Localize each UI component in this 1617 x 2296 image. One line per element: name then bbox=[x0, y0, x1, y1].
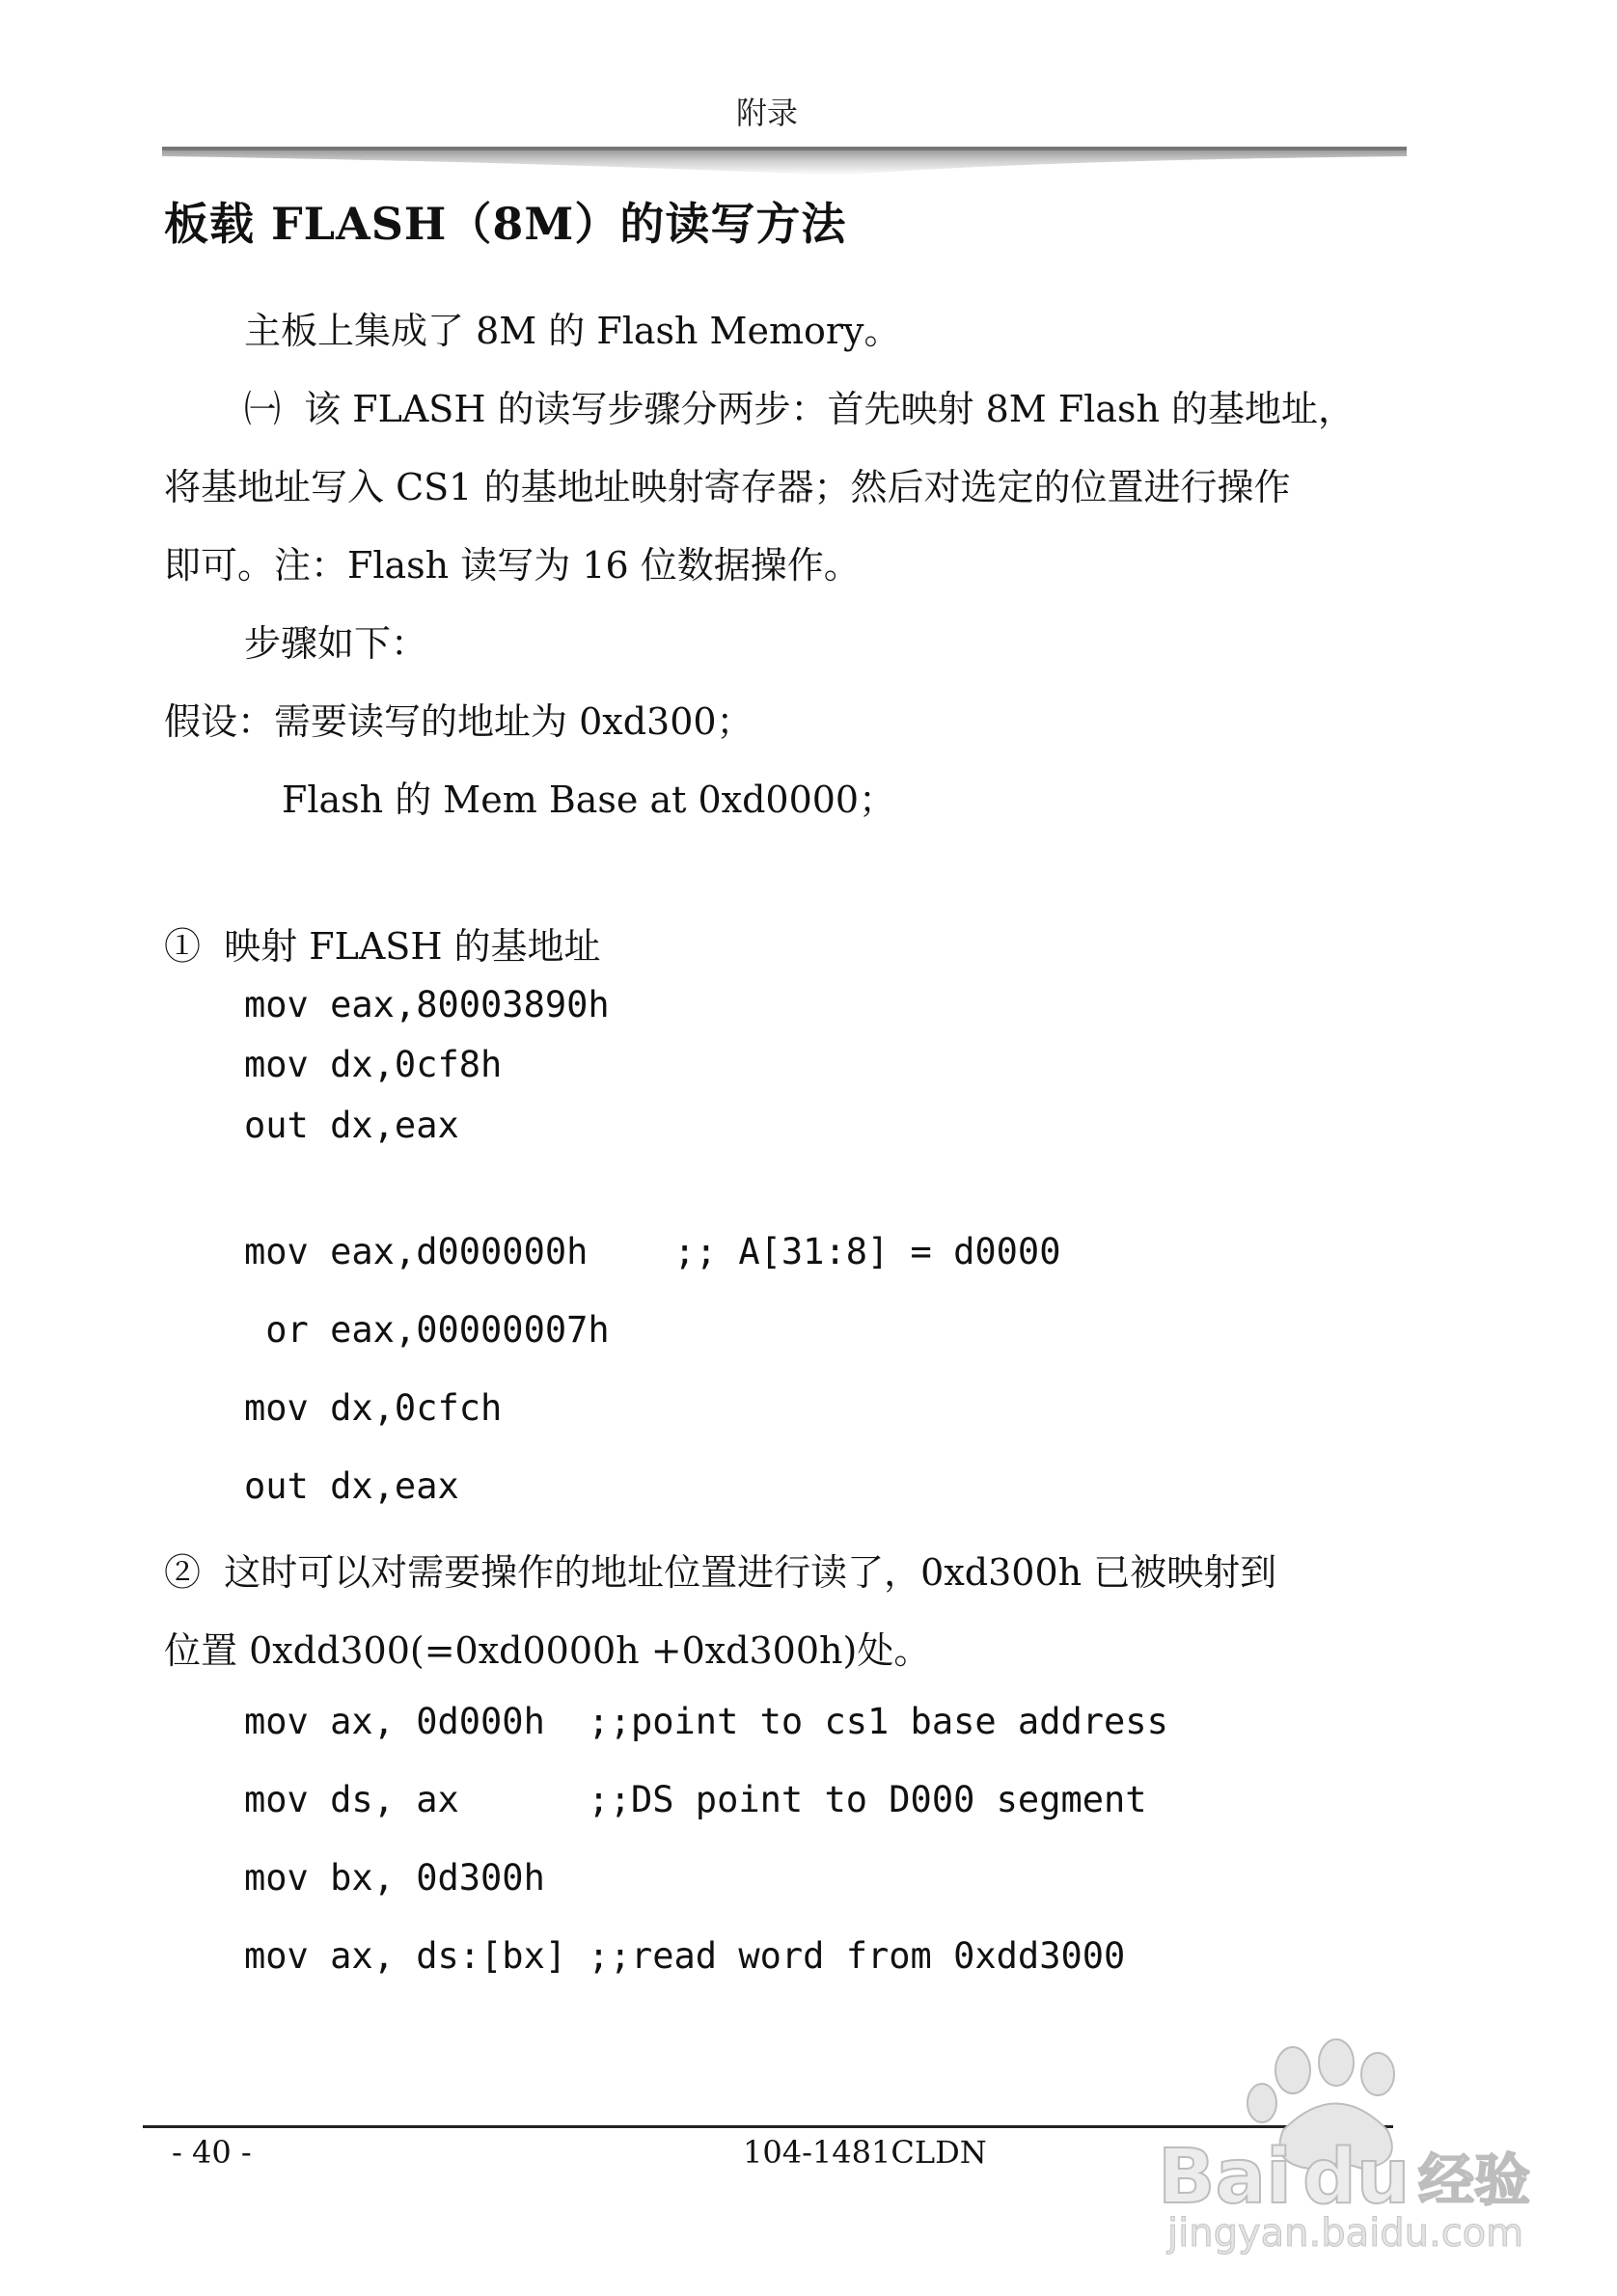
steps-heading: 步骤如下： bbox=[244, 622, 428, 665]
code-line: out dx,eax bbox=[244, 1465, 459, 1507]
assumption-line-1: 假设：需要读写的地址为 0xd300； bbox=[164, 700, 754, 743]
paragraph-step-line-2: 将基地址写入 CS1 的基地址映射寄存器；然后对选定的位置进行操作 bbox=[164, 466, 1291, 508]
paragraph-step-line-1: ㈠ 该 FLASH 的读写步骤分两步：首先映射 8M Flash 的基地址， bbox=[244, 388, 1356, 430]
code-line: out dx,eax bbox=[244, 1105, 459, 1146]
code-line: or eax,00000007h bbox=[244, 1309, 610, 1351]
page-number: - 40 - bbox=[172, 2134, 252, 2171]
code-line: mov dx,0cfch bbox=[244, 1387, 503, 1429]
baidu-jingyan-watermark bbox=[1138, 2034, 1544, 2255]
watermark-brand: Bai bbox=[1158, 2134, 1292, 2221]
paw-toe-icon bbox=[1275, 2047, 1310, 2093]
code-line: mov bx, 0d300h bbox=[244, 1857, 545, 1899]
header-title: 附录 bbox=[735, 95, 798, 131]
watermark-brand-cn: 经验 bbox=[1418, 2147, 1531, 2213]
code-line: mov dx,0cf8h bbox=[244, 1044, 503, 1085]
code-line: mov ax, ds:[bx] ;;read word from 0xdd3000 bbox=[244, 1935, 1126, 1977]
document-code: 104-1481CLDN bbox=[743, 2134, 987, 2171]
step2-line-2: 位置 0xdd300(=0xd0000h +0xd300h)处。 bbox=[164, 1629, 931, 1672]
watermark-url: jingyan.baidu.com bbox=[1167, 2211, 1524, 2255]
paw-toe-icon bbox=[1361, 2053, 1394, 2095]
code-line: mov eax,80003890h bbox=[244, 984, 610, 1025]
code-line: mov eax,d000000h ;; A[31:8] = d0000 bbox=[244, 1231, 1061, 1272]
code-line: mov ds, ax ;;DS point to D000 segment bbox=[244, 1779, 1147, 1820]
paw-toe-icon bbox=[1247, 2084, 1276, 2122]
watermark-brand: du bbox=[1302, 2134, 1411, 2221]
code-line: mov ax, 0d000h ;;point to cs1 base address bbox=[244, 1701, 1168, 1742]
paragraph-intro: 主板上集成了 8M 的 Flash Memory。 bbox=[244, 310, 901, 352]
paw-toe-icon bbox=[1319, 2039, 1354, 2086]
step1-heading: ① 映射 FLASH 的基地址 bbox=[164, 925, 601, 968]
paragraph-step-line-3: 即可。注：Flash 读写为 16 位数据操作。 bbox=[164, 544, 861, 587]
header-rule bbox=[162, 143, 1407, 178]
step2-line-1: ② 这时可以对需要操作的地址位置进行读了，0xd300h 已被映射到 bbox=[164, 1551, 1277, 1594]
assumption-line-2: Flash 的 Mem Base at 0xd0000； bbox=[282, 779, 896, 821]
document-title: 板载 FLASH（8M）的读写方法 bbox=[164, 198, 847, 250]
